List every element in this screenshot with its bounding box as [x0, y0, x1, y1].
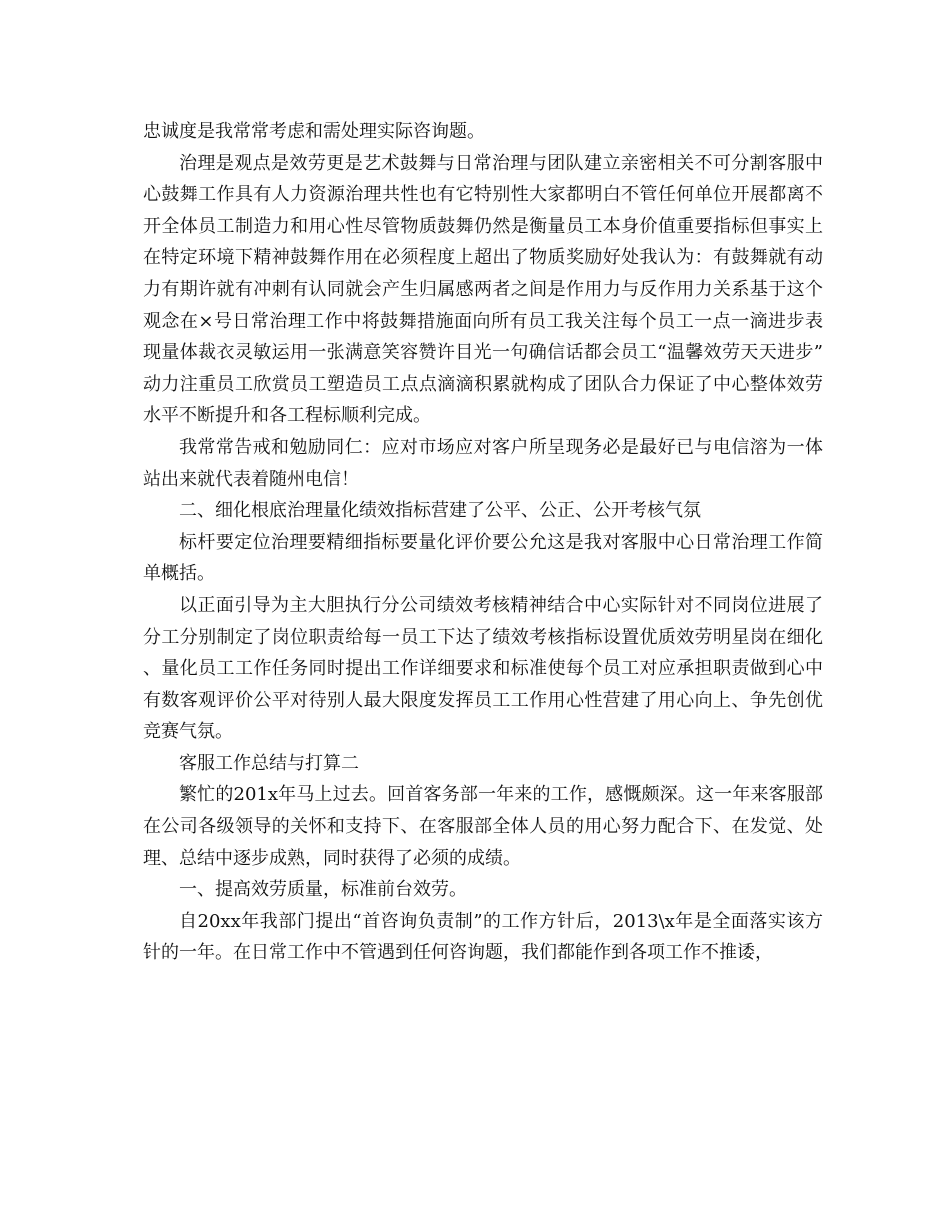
paragraph-1: 忠诚度是我常常考虑和需处理实际咨询题。 — [143, 121, 485, 142]
paragraph-8: 繁忙的201x年马上过去。回首客务部一年来的工作，感慨颇深。这一年来客服部在公司各级领导的关怀和支持下、在客服部全体人员的用心努力配合下、在发觉、处理、总结中逐步成熟，同时获得了必须的成绩。 — [143, 784, 823, 869]
paragraph-10: 自20xx年我部门提出“首咨询负责制”的工作方针后，2013\x年是全面落实该方针的一年。在日常工作中不管遇到任何咨询题，我们都能作到各项工作不推诿， — [143, 910, 823, 964]
article-title-2: 客服工作总结与打算二 — [179, 752, 359, 774]
paragraph-5: 标杆要定位治理要精细指标要量化评价要公允这是我对客服中心日常治理工作简单概括。 — [143, 531, 823, 585]
paragraph-6: 以正面引导为主大胆执行分公司绩效考核精神结合中心实际针对不同岗位进展了分工分别制定了岗位职责给每一员工下达了绩效考核指标设置优质效劳明星岗在细化、量化员工工作任务同时提出工作详细要求和标准使每个员工对应承担职责做到心中有数客观评价公平对待别人最大限度发挥员工工作用心性营建了用心向上、争先创优竞赛气氛。 — [143, 594, 823, 743]
paragraph-3: 我常常告戒和勉励同仁：应对市场应对客户所呈现务必是最好已与电信溶为一体站出来就代表着随州电信！ — [143, 436, 823, 490]
document-body — [143, 116, 823, 969]
section-heading-2: 二、细化根底治理量化绩效指标营建了公平、公正、公开考核气氛 — [179, 500, 701, 522]
section-heading-1: 一、提高效劳质量，标准前台效劳。 — [179, 879, 467, 901]
paragraph-2: 治理是观点是效劳更是艺术鼓舞与日常治理与团队建立亲密相关不可分割客服中心鼓舞工作具有人力资源治理共性也有它特别性大家都明白不管任何单位开展都离不开全体员工制造力和用心性尽管物质鼓舞仍然是衡量员工本身价值重要指标但事实上在特定环境下精神鼓舞作用在必须程度上超出了物质奖励好处我认为：有鼓舞就有动力有期许就有冲刺有认同就会产生归属感两者之间是作用力与反作用力关系基于这个观念在×号日常治理工作中将鼓舞措施面向所有员工我关注每个员工一点一滴进步表现量体裁衣灵敏运用一张满意笑容赞许目光一句确信话都会员工“温馨效劳天天进步”动力注重员工欣赏员工塑造员工点点滴滴积累就构成了团队合力保证了中心整体效劳水平不断提升和各工程标顺利完成。 — [143, 152, 823, 427]
